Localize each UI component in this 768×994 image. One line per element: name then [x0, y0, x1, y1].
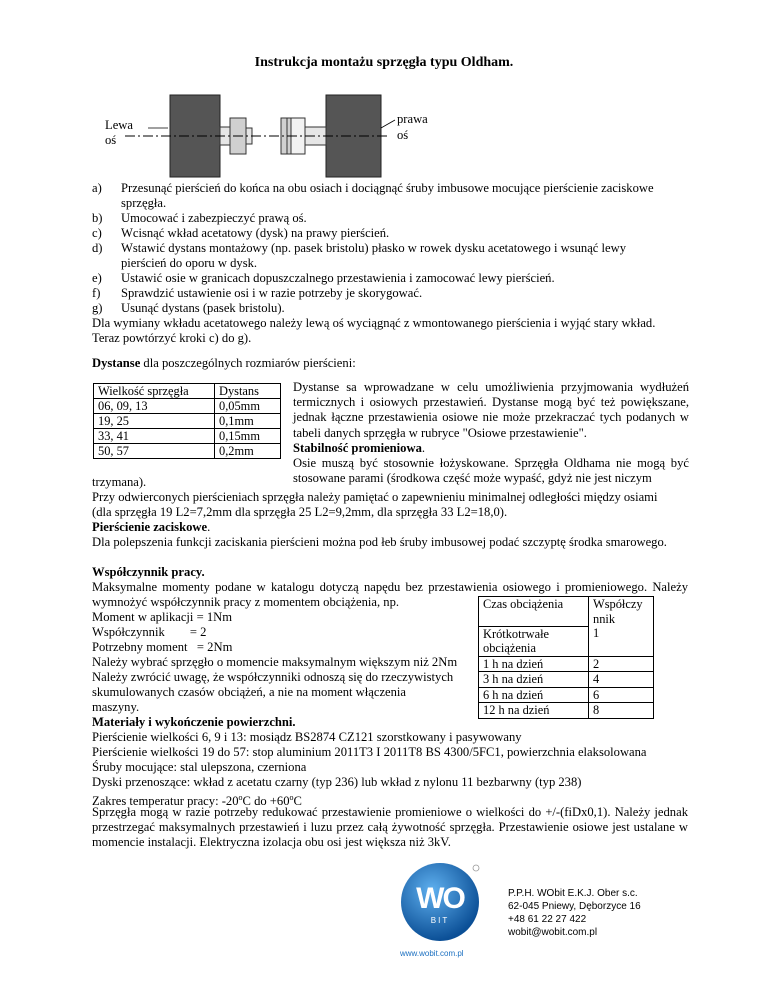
- step-a: a) Przesunąć pierścień do końca na obu osiach i dociągnąć śruby imbusowe mocujące pierścienie zaciskowe: [92, 181, 654, 195]
- table-row: [479, 703, 654, 719]
- table-header-cell: Czas obciążenia: [479, 597, 589, 627]
- right-axis-label-1: prawa: [397, 112, 428, 126]
- table-row: [94, 399, 281, 414]
- step-d-cont: pierścień do oporu w dysk.: [121, 256, 258, 270]
- coupling-drawing: [0, 0, 768, 200]
- moment-line-3: Potrzebny moment = 2Nm: [92, 640, 233, 654]
- table-cell: 19, 25: [94, 414, 215, 429]
- table-cell: Krótkotrwałe obciążenia: [479, 626, 589, 656]
- footer-email[interactable]: wobit@wobit.com.pl: [508, 927, 598, 938]
- step-d: d) Wstawić dystans montażowy (np. pasek bristolu) płasko w rowek dysku acetatowego i wsunąć lewy: [92, 241, 627, 255]
- dystanse-table: [93, 383, 281, 459]
- logo-text: WO: [416, 882, 464, 915]
- footer-street: 62-045 Pniewy, Dęborzyce 16: [508, 901, 641, 912]
- temperature-line: Zakres temperatur pracy: -20$^o$C do $+60^oC$: [92, 793, 302, 809]
- materialy-line-3: Śruby mocujące: stal ulepszona, czerniona: [92, 760, 307, 774]
- stabilnosc-text-cont: trzymana).: [92, 475, 147, 489]
- wspolczynnik-heading: Współczynnik pracy.: [92, 565, 205, 579]
- zaciskowe-heading: Pierścienie zaciskowe.: [92, 520, 211, 534]
- table-cell: 6 h na dzień: [479, 687, 589, 703]
- step-f: f) Sprawdzić ustawienie osi i w razie potrzeby je skorygować.: [92, 286, 423, 300]
- table-cell: 0,15mm: [215, 429, 281, 444]
- moment-line-1: Moment w aplikacji = 1Nm: [92, 610, 233, 624]
- materialy-line-2: Pierścienie wielkości 19 do 57: stop aluminium 2011T3 I 2011T8 BS 4300/5FC1, powierzchnia elaksolowana: [92, 745, 647, 759]
- table-cell: 1: [589, 626, 654, 656]
- materialy-line-4: Dyski przenoszące: wkład z acetatu czarny (typ 236) lub wkład z nylonu 11 bezbarwny (typ 238): [92, 775, 582, 789]
- dystanse-description-block: [293, 380, 689, 486]
- final-text: Sprzęgła mogą w razie potrzeby redukować przestawienie promieniowe o wielkości do +/-(fiDx0,1). Należy jednak przestrzegać maksymalnych przestawień i luzu przez całą żywotność sprzęgła. Przestawienie osiowe jest ustalane w momencie instalacji. Elektryczna izolacja obu osi jest większa niż 3kV.: [92, 805, 688, 849]
- step-e: e) Ustawić osie w granicach dopuszczalnego przestawienia i zamocować lewy pierścień.: [92, 271, 555, 285]
- table-row: [94, 429, 281, 444]
- dystanse-description: Dystanse sa wprowadzane w celu umożliwienia przyjmowania wydłużeń termicznych i osiowych przestawień. Dystanse mogą być też powiększane, jednak łączne przestawienia osiowe nie może przekraczać tych podanych w tabeli danych sprzęgła w rubryce "Osiowe przestawienie".: [293, 380, 689, 440]
- odwiercone-line-2: (dla sprzęgła 19 L2=7,2mm dla sprzęgła 25 L2=9,2mm, dla sprzęgła 33 L2=18,0).: [92, 505, 508, 519]
- wspolczynnik-text: Maksymalne momenty podane w katalogu dotyczą napędu bez przestawienia osiowego i promieniowego. Należy wymnożyć współczynnik pracy z momentem obciążenia, np.: [92, 580, 688, 609]
- page-title: Instrukcja montażu sprzęgła typu Oldham.: [254, 55, 514, 70]
- footer-address: [508, 887, 641, 939]
- table-cell: 33, 41: [94, 429, 215, 444]
- moment-line-2: Współczynnik = 2: [92, 625, 207, 639]
- step-c: c) Wcisnąć wkład acetatowy (dysk) na prawy pierścień.: [92, 226, 390, 240]
- odwiercone-line-1: Przy odwierconych pierścieniach sprzęgła należy pamiętać o zapewnieniu minimalnej odległości między osiami: [92, 490, 658, 504]
- materialy-heading: Materiały i wykończenie powierzchni.: [92, 715, 296, 729]
- step-a-cont: sprzęgła.: [121, 196, 167, 210]
- table-row: [94, 414, 281, 429]
- table-cell: 3 h na dzień: [479, 672, 589, 688]
- stabilnosc-text: Osie muszą być stosownie łożyskowane. Sprzęgła Oldhama nie mogą być stosowane parami (środkowa część może wypaść, gdyż nie jest niczym: [293, 456, 689, 486]
- step-b: b) Umocować i zabezpieczyć prawą oś.: [92, 211, 307, 225]
- moment-line-5: Należy zwrócić uwagę, że współczynniki odnoszą się do rzeczywistych: [92, 670, 454, 684]
- footer-phone: +48 61 22 27 422: [508, 914, 587, 925]
- replace-text-1: Dla wymiany wkładu acetatowego należy lewą oś wyciągnąć z wmontowanego pierścienia i wyjąć stary wkład.: [92, 316, 656, 330]
- table-header-cell: Współczy nnik: [589, 597, 654, 627]
- table-row: [479, 597, 654, 627]
- table-cell: 0,1mm: [215, 414, 281, 429]
- moment-line-6: skumulowanych czasów obciążeń, a nie na moment włączenia: [92, 685, 407, 699]
- table-row: [479, 687, 654, 703]
- right-axis-label-2: oś: [397, 128, 409, 142]
- table-cell: 0,05mm: [215, 399, 281, 414]
- zaciskowe-text: Dla polepszenia funkcji zaciskania pierścieni można pod łeb śruby imbusowej podać szczyptę środka smarowego.: [92, 535, 667, 549]
- replace-text-2: Teraz powtórzyć kroki c) do g).: [92, 331, 252, 345]
- table-cell: 2: [589, 656, 654, 672]
- table-row: [479, 672, 654, 688]
- table-cell: 1 h na dzień: [479, 656, 589, 672]
- moment-line-7: maszyny.: [92, 700, 140, 714]
- moment-line-4: Należy wybrać sprzęgło o momencie maksymalnym większym niż 2Nm: [92, 655, 458, 669]
- table-row: [479, 626, 654, 656]
- logo-subtext: BIT: [430, 916, 450, 925]
- stabilnosc-heading: Stabilność promieniowa.: [293, 440, 426, 455]
- table-header-cell: Wielkość sprzęgła: [94, 384, 215, 399]
- left-axis-label: Lewa oś: [105, 118, 133, 147]
- table-cell: 8: [589, 703, 654, 719]
- table-cell: 0,2mm: [215, 444, 281, 459]
- materialy-line-1: Pierścienie wielkości 6, 9 i 13: mosiądz BS2874 CZ121 szorstkowany i pasywowany: [92, 730, 522, 744]
- table-row: [94, 444, 281, 459]
- czas-table: [478, 596, 654, 719]
- table-cell: 6: [589, 687, 654, 703]
- table-cell: 06, 09, 13: [94, 399, 215, 414]
- table-cell: 4: [589, 672, 654, 688]
- step-g: g) Usunąć dystans (pasek bristolu).: [92, 301, 285, 315]
- table-header-cell: Dystans: [215, 384, 281, 399]
- footer-company: P.P.H. WObit E.K.J. Ober s.c.: [508, 888, 638, 899]
- table-cell: 50, 57: [94, 444, 215, 459]
- dystanse-heading: Dystanse dla poszczególnych rozmiarów pierścieni:: [92, 356, 356, 370]
- table-cell: 12 h na dzień: [479, 703, 589, 719]
- left-shaft-block: [170, 95, 220, 177]
- table-row: [479, 656, 654, 672]
- footer-url: www.wobit.com.pl: [400, 949, 464, 958]
- table-row: [94, 384, 281, 399]
- wobit-logo: [398, 860, 482, 944]
